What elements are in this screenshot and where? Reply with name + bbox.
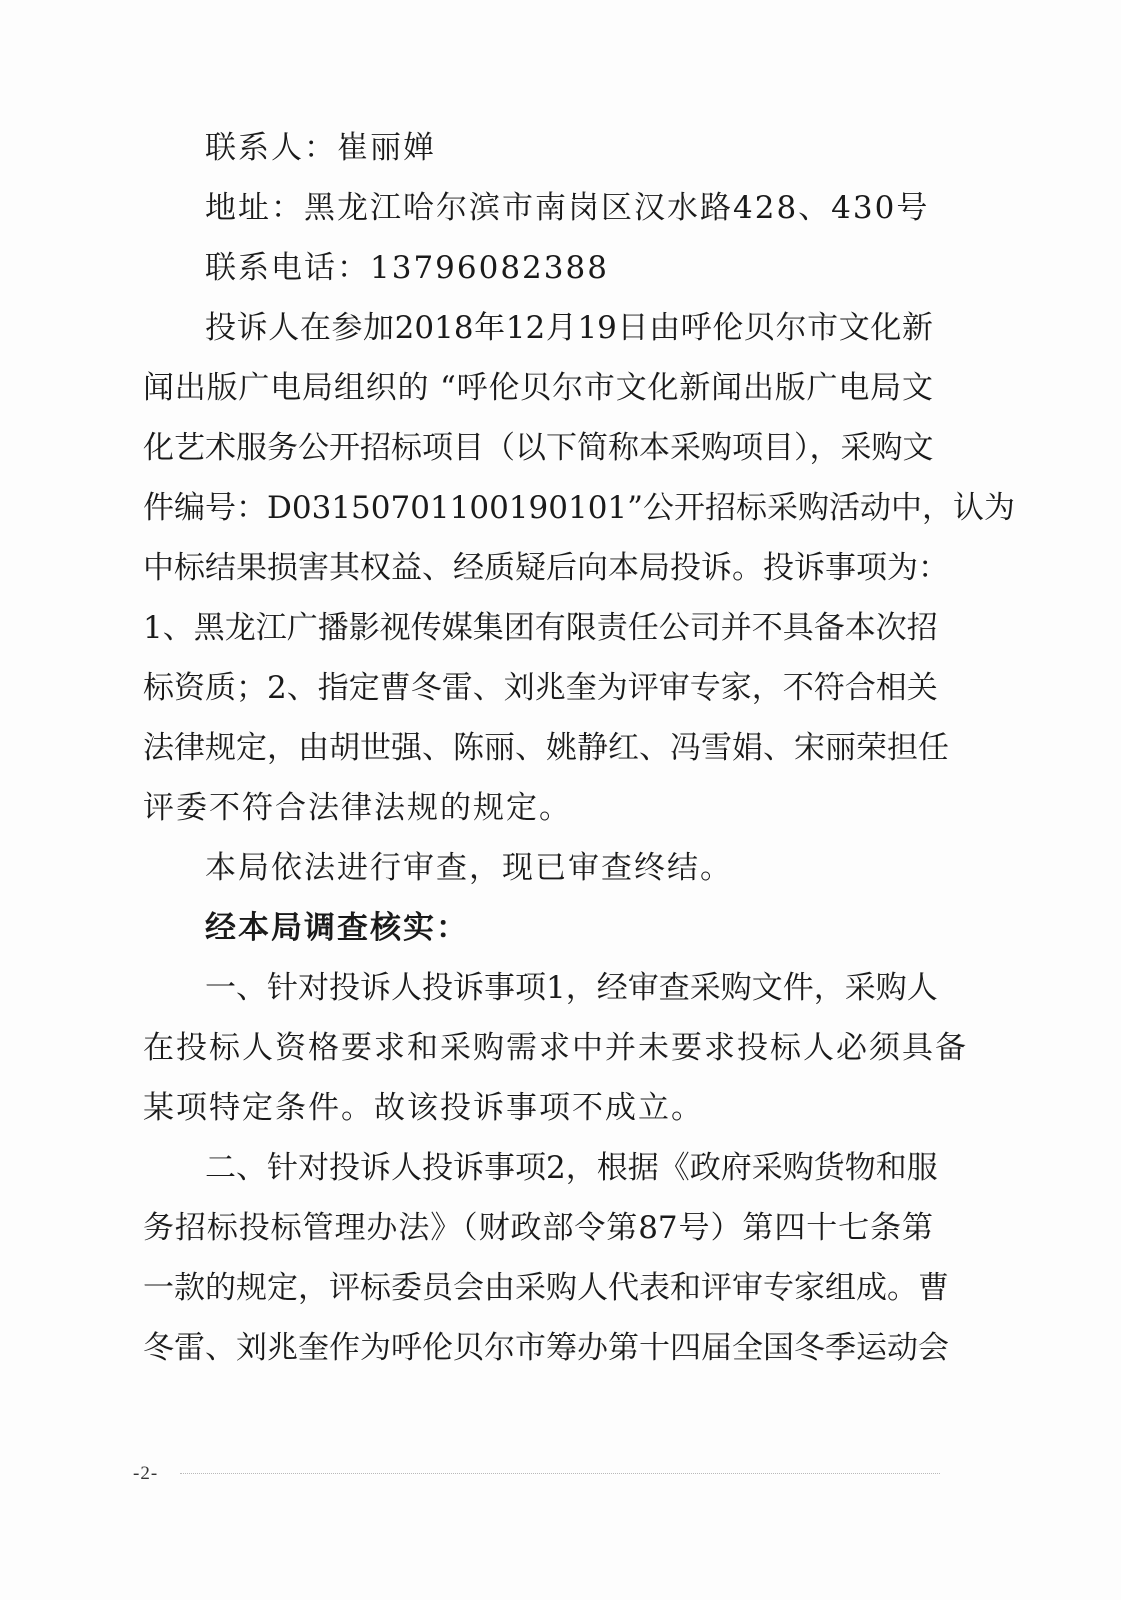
- review-statement: 本局依法进行审查，现已审查终结。: [205, 850, 733, 886]
- findings-heading: 经本局调查核实：: [205, 910, 469, 946]
- contact-address: 地址：黑龙江哈尔滨市南岗区汉水路428、430号: [205, 190, 930, 226]
- footer-scan-mark: [180, 1473, 940, 1474]
- paragraph-line: 件编号：D03150701100190101”公开招标采购活动中，认为: [143, 490, 1015, 526]
- paragraph-line: 在投标人资格要求和采购需求中并未要求投标人必须具备: [143, 1030, 968, 1066]
- paragraph-line: 二、针对投诉人投诉事项2，根据《政府采购货物和服: [205, 1150, 938, 1186]
- paragraph-line: 某项特定条件。故该投诉事项不成立。: [143, 1090, 704, 1126]
- paragraph-line: 一、针对投诉人投诉事项1，经审查采购文件，采购人: [205, 970, 938, 1006]
- contact-person: 联系人：崔丽婵: [205, 130, 436, 166]
- paragraph-line: 标资质；2、指定曹冬雷、刘兆奎为评审专家，不符合相关: [143, 670, 938, 706]
- paragraph-line: 投诉人在参加2018年12月19日由呼伦贝尔市文化新: [205, 310, 933, 346]
- paragraph-line: 1、黑龙江广播影视传媒集团有限责任公司并不具备本次招: [143, 610, 938, 646]
- paragraph-line: 评委不符合法律法规的规定。: [143, 790, 572, 826]
- paragraph-line: 化艺术服务公开招标项目（以下简称本采购项目），采购文: [143, 430, 934, 466]
- paragraph-line: 中标结果损害其权益、经质疑后向本局投诉。投诉事项为：: [143, 550, 949, 586]
- paragraph-line: 法律规定，由胡世强、陈丽、姚静红、冯雪娟、宋丽荣担任: [143, 730, 949, 766]
- paragraph-line: 一款的规定，评标委员会由采购人代表和评审专家组成。曹: [143, 1270, 949, 1306]
- paragraph-line: 冬雷、刘兆奎作为呼伦贝尔市筹办第十四届全国冬季运动会: [143, 1330, 949, 1366]
- paragraph-line: 务招标投标管理办法》（财政部令第87号）第四十七条第: [143, 1210, 933, 1246]
- page-number: -2-: [133, 1463, 159, 1484]
- paragraph-line: 闻出版广电局组织的 “呼伦贝尔市文化新闻出版广电局文: [143, 370, 933, 406]
- contact-phone: 联系电话：13796082388: [205, 250, 609, 286]
